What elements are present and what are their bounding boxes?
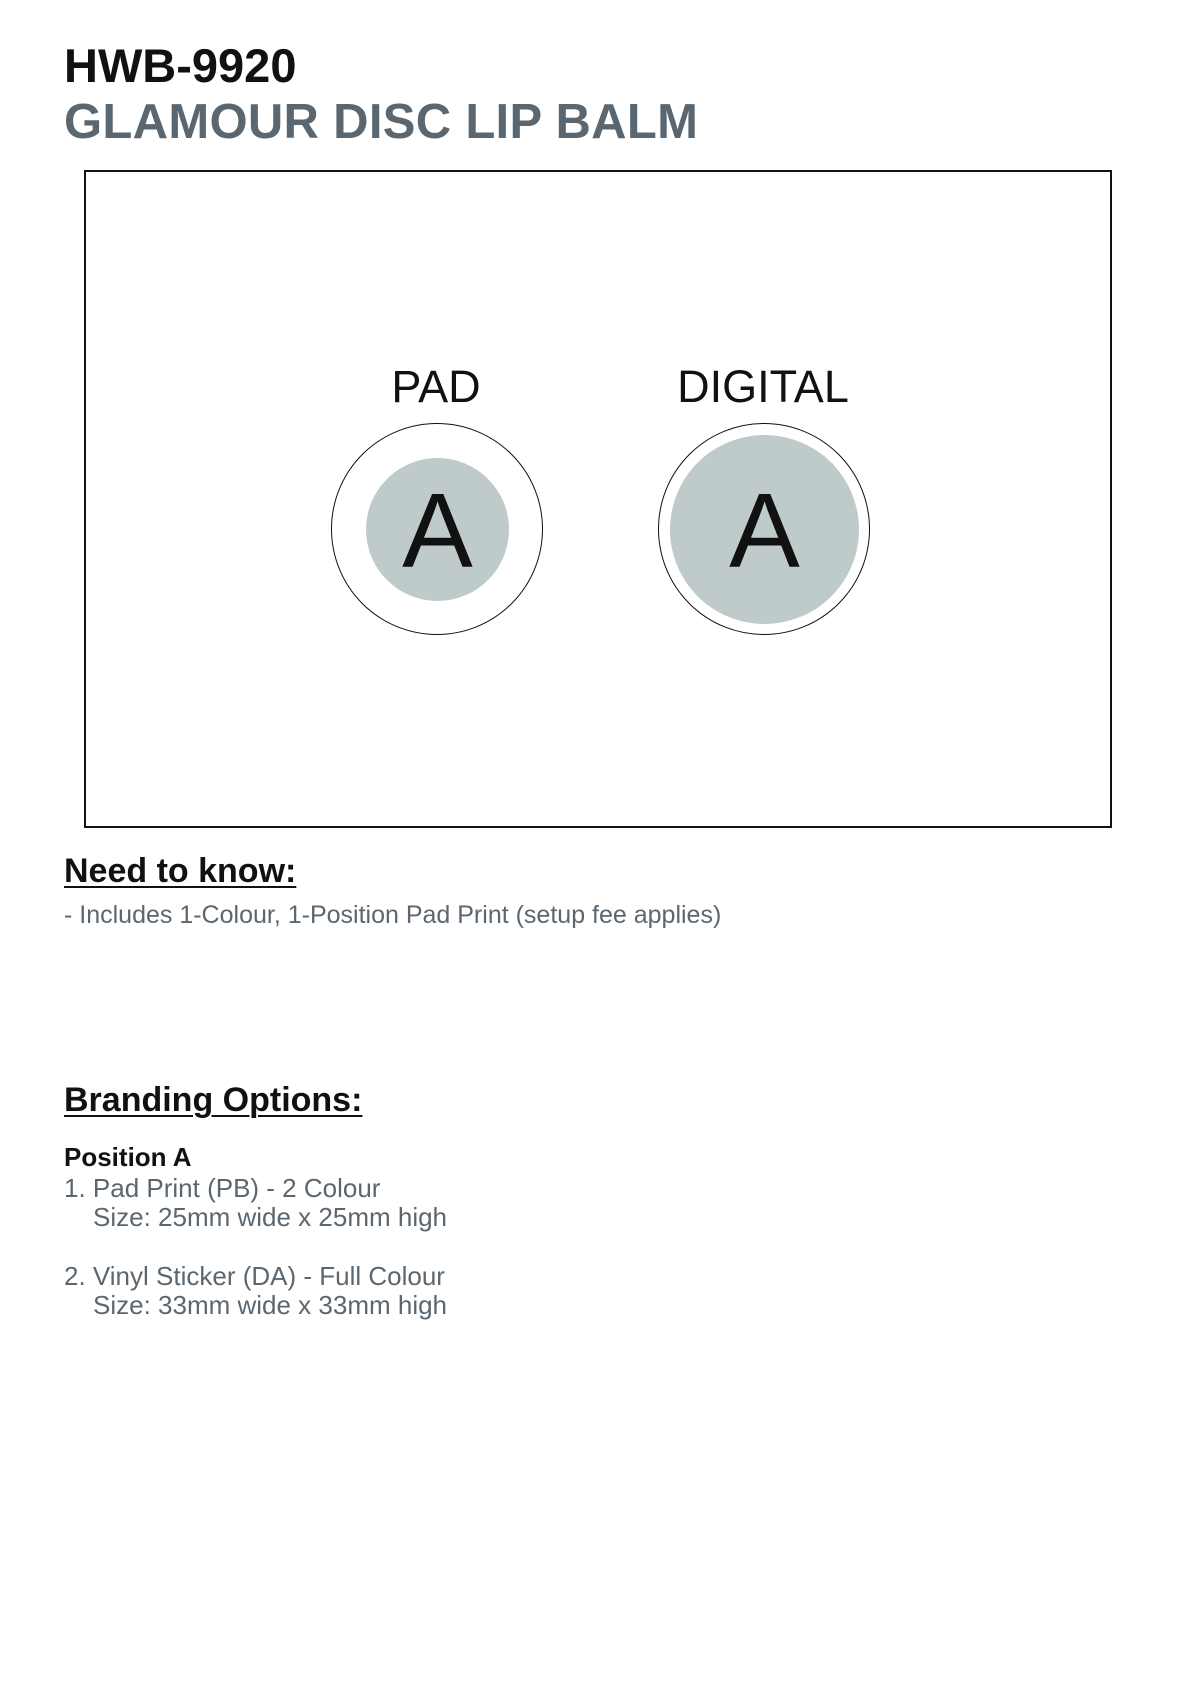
position-a-title: Position A — [64, 1142, 192, 1172]
need-to-know-heading: Need to know: — [64, 852, 297, 890]
digital-print-area — [670, 435, 859, 624]
branding-option-vinyl-sticker — [64, 1262, 447, 1320]
branding-option-pad-print — [64, 1174, 447, 1232]
digital-position-letter: A — [729, 471, 800, 590]
pad-method-label: PAD — [391, 361, 481, 412]
pad-position-letter: A — [402, 471, 473, 590]
branding-options-heading: Branding Options: — [64, 1081, 363, 1119]
digital-lip-balm-disc — [658, 423, 870, 635]
option-line: 2. Vinyl Sticker (DA) - Full Colour — [64, 1261, 445, 1291]
option-size: Size: 25mm wide x 25mm high — [93, 1202, 448, 1232]
digital-method-label: DIGITAL — [677, 361, 849, 412]
option-size: Size: 33mm wide x 33mm high — [93, 1290, 448, 1320]
pad-print-area — [366, 458, 509, 601]
branding-diagram — [84, 170, 1112, 828]
option-line: 1. Pad Print (PB) - 2 Colour — [64, 1173, 381, 1203]
need-to-know-item: - Includes 1-Colour, 1-Position Pad Print (setup fee applies) — [64, 901, 722, 929]
product-name: GLAMOUR DISC LIP BALM — [64, 95, 699, 149]
product-code: HWB-9920 — [64, 39, 297, 92]
pad-lip-balm-disc — [331, 423, 543, 635]
